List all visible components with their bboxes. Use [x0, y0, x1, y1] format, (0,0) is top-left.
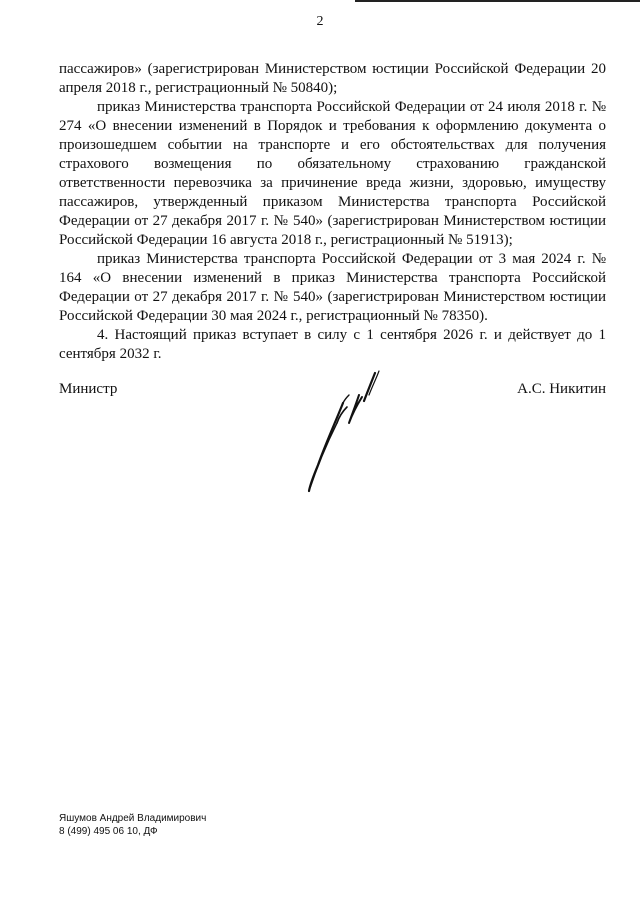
paragraph-continuation: пассажиров» (зарегистрирован Министерством юстиции Российской Федерации 20 апреля 2018 г., регистрационный № 50840); — [59, 61, 606, 96]
position-title: Министр — [59, 381, 118, 397]
paragraph-order-164: приказ Министерства транспорта Российской Федерации от 3 мая 2024 г. № 164 «О внесении изменений в приказ Министерства транспорта Российской Федерации от 27 декабря 2017 г. № 540» (зарегистрирован Министерством юстиции Российской Федерации 30 мая 2024 г., регистрационный № 78350). — [59, 251, 606, 324]
page-top-edge — [355, 0, 640, 2]
paragraph-order-274: приказ Министерства транспорта Российской Федерации от 24 июля 2018 г. № 274 «О внесении изменений в Порядок и требования к оформлению документа о произошедшем событии на транспорте и его обстоятельствах для получения страхового возмещения по обязательному страхованию гражданской ответственности перевозчика за причинение вреда жизни, здоровью, имуществу пассажиров, утвержденный приказом Министерства транспорта Российской Федерации от 27 декабря 2017 г. № 540» (зарегистрирован Министерством юстиции Российской Федерации 16 августа 2018 г., регистрационный № 51913); — [59, 99, 606, 248]
document-body — [59, 60, 606, 364]
executor-info — [59, 812, 206, 838]
signer-name: А.С. Никитин — [517, 381, 606, 397]
executor-name: Яшумов Андрей Владимирович — [59, 813, 207, 824]
paragraph-effective-date: 4. Настоящий приказ вступает в силу с 1 сентября 2026 г. и действует до 1 сентября 2032 г. — [59, 327, 606, 362]
page-number: 2 — [316, 14, 324, 29]
handwritten-signature — [285, 365, 395, 500]
executor-phone: 8 (499) 495 06 10, ДФ — [59, 826, 158, 837]
